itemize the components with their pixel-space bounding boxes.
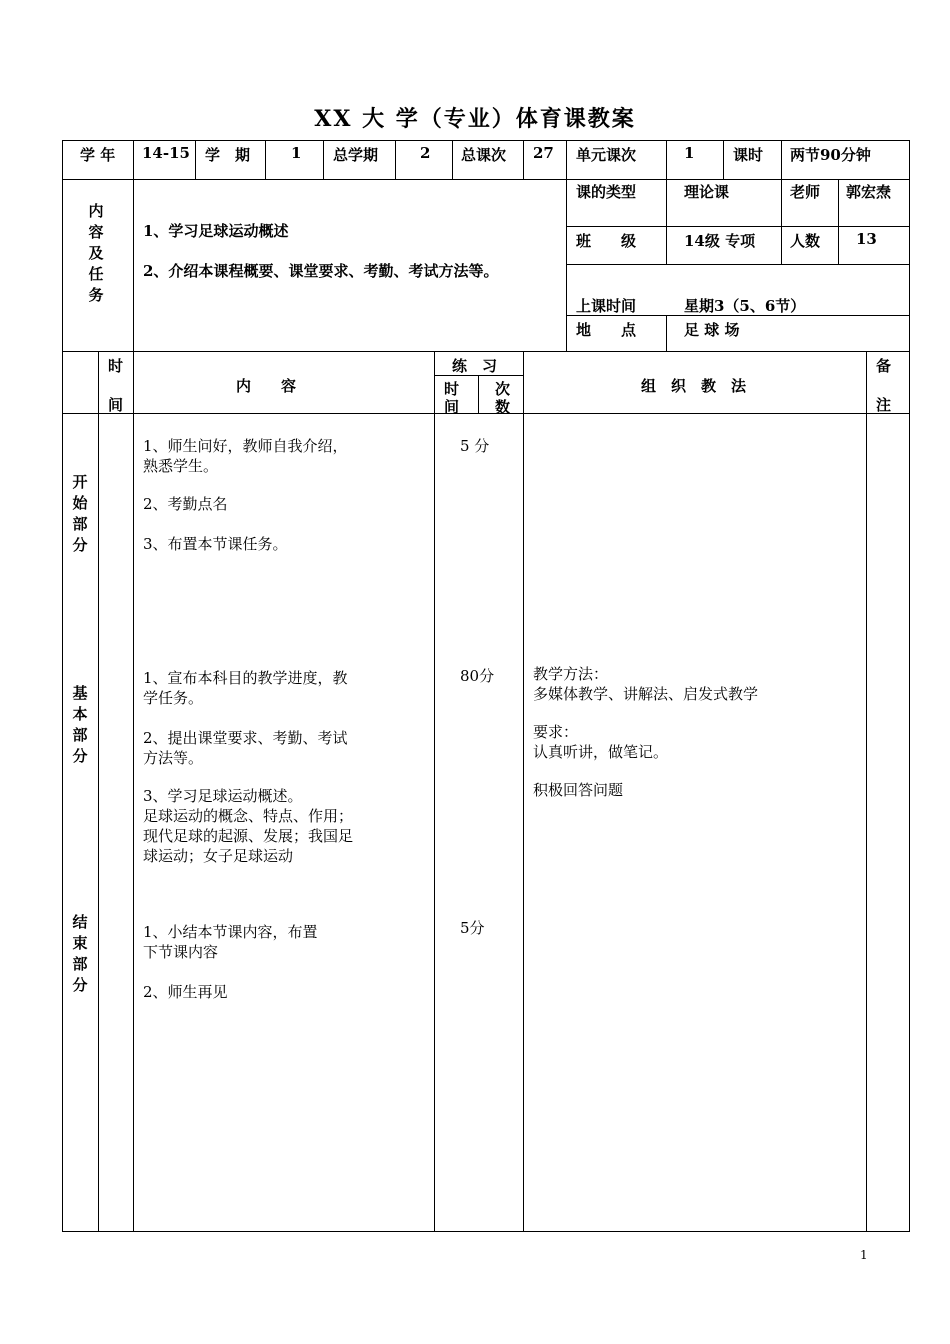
method-line-5: 积极回答问题 <box>533 781 624 799</box>
content-item-1: 1、学习足球运动概述 <box>143 222 289 240</box>
count-label: 人数 <box>790 232 821 250</box>
content-item-2: 2、介绍本课程概要、课堂要求、考勤、考试方法等。 <box>143 262 499 280</box>
header-neirong: 内 容 <box>236 377 297 395</box>
basic-line-5: 3、学习足球运动概述。 <box>143 787 303 805</box>
xuenian-label: 学 年 <box>80 146 116 164</box>
basic-line-8: 球运动；女子足球运动 <box>143 847 294 865</box>
method-line-1: 教学方法： <box>533 665 609 683</box>
basic-line-2: 学任务。 <box>143 689 204 707</box>
method-line-3: 要求： <box>533 723 579 741</box>
teacher-label: 老师 <box>790 183 821 201</box>
end-time: 5分 <box>460 919 485 937</box>
place-value: 足 球 场 <box>684 321 740 339</box>
page-number: 1 <box>860 1248 868 1262</box>
content-section-label: 内 容 及 任 务 <box>88 202 104 304</box>
class-label: 班 级 <box>576 232 637 250</box>
zongxueqi-value: 2 <box>420 144 431 162</box>
zongkeci-value: 27 <box>533 144 554 162</box>
header-shijian-2: 间 <box>108 396 124 414</box>
zongkeci-label: 总课次 <box>461 146 507 164</box>
teacher-value: 郭宏焘 <box>846 183 892 201</box>
course-type-value: 理论课 <box>684 183 730 201</box>
keshi-value: 两节90分钟 <box>790 146 871 164</box>
danyuan-label: 单元课次 <box>576 146 637 164</box>
method-line-2: 多媒体教学、讲解法、启发式教学 <box>533 685 759 703</box>
end-line-2: 下节课内容 <box>143 943 219 961</box>
start-time: 5 分 <box>460 437 490 455</box>
header-ci-2: 数 <box>495 398 511 416</box>
place-label: 地 点 <box>576 321 637 339</box>
header-beizhu-1: 备 <box>876 357 892 375</box>
header-beizhu-2: 注 <box>876 396 892 414</box>
start-line-4: 3、布置本节课任务。 <box>143 535 288 553</box>
start-line-1: 1、师生问好，教师自我介绍， <box>143 437 348 455</box>
basic-line-1: 1、宣布本科目的教学进度，教 <box>143 669 348 687</box>
time-value: 星期3（5、6节） <box>684 297 806 315</box>
basic-line-4: 方法等。 <box>143 749 204 767</box>
header-ci-1: 次 <box>495 380 511 398</box>
time-label: 上课时间 <box>576 297 637 315</box>
start-line-2: 熟悉学生。 <box>143 457 219 475</box>
end-line-1: 1、小结本节课内容，布置 <box>143 923 318 941</box>
course-type-label: 课的类型 <box>576 183 637 201</box>
zongxueqi-label: 总学期 <box>333 146 379 164</box>
basic-section-label: 基 本 部 分 <box>72 684 88 765</box>
basic-time: 80分 <box>460 667 495 685</box>
xueqi-label: 学 期 <box>205 146 251 164</box>
header-shi-2: 间 <box>444 398 460 416</box>
header-shijian-1: 时 <box>108 357 124 375</box>
end-line-3: 2、师生再见 <box>143 983 228 1001</box>
header-lianxi: 练 习 <box>452 357 498 375</box>
page-title: XX 大 学（专业）体育课教案 <box>314 106 636 132</box>
keshi-label: 课时 <box>733 146 764 164</box>
start-section-label: 开 始 部 分 <box>72 473 88 554</box>
xueqi-value: 1 <box>291 144 302 162</box>
method-line-4: 认真听讲，做笔记。 <box>533 743 669 761</box>
end-section-label: 结 束 部 分 <box>72 913 88 994</box>
count-value: 13 <box>856 230 877 248</box>
xuenian-value: 14-15 <box>142 144 190 162</box>
class-value: 14级 专项 <box>684 232 756 250</box>
basic-line-6: 足球运动的概念、特点、作用； <box>143 807 354 825</box>
basic-line-7: 现代足球的起源、发展；我国足 <box>143 827 354 845</box>
start-line-3: 2、考勤点名 <box>143 495 228 513</box>
danyuan-value: 1 <box>684 144 695 162</box>
header-zuzhi: 组 织 教 法 <box>641 377 747 395</box>
header-shi-1: 时 <box>444 380 460 398</box>
basic-line-3: 2、提出课堂要求、考勤、考试 <box>143 729 348 747</box>
